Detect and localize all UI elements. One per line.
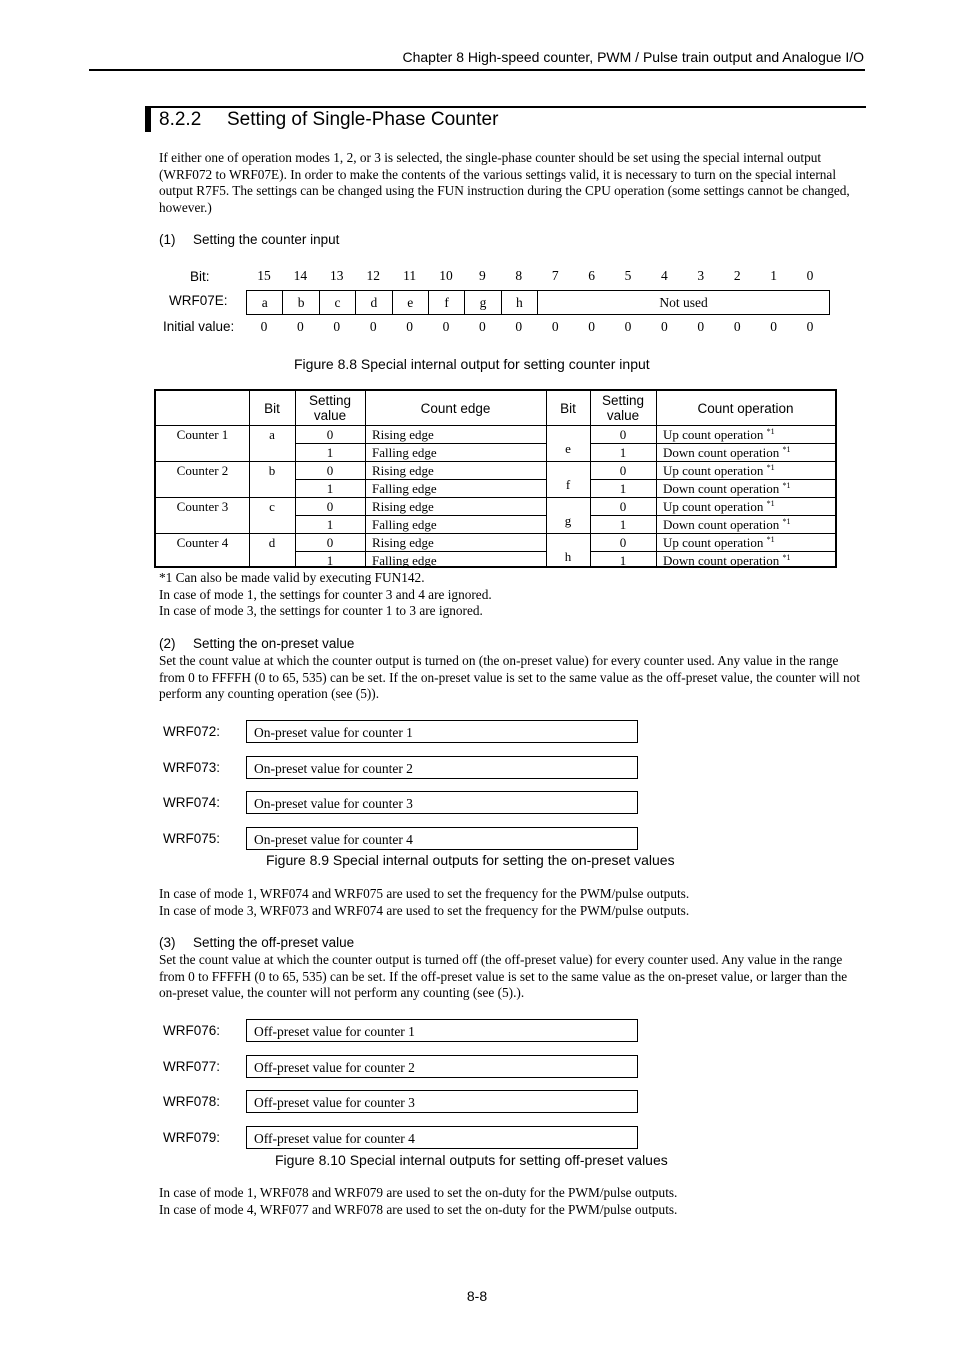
bit-number: 2	[733, 268, 741, 283]
section-intro: If either one of operation modes 1, 2, or 3 is selected, the single-phase counter should be set using the special internal output (WRF072 to WRF07E). In order to make the contents of the various settings valid, it is necessary to turn on the special internal output R7F5. The settings can be changed using the FUN instruction during the CPU operation (some settings cannot be changed, however.)	[159, 150, 850, 215]
initial-value: 0	[661, 319, 668, 334]
count-operation	[663, 445, 833, 461]
bit-number: 5	[624, 268, 632, 283]
figure-8-9-caption: Figure 8.9 Special internal outputs for setting the on-preset values	[266, 852, 675, 868]
count-operation	[663, 535, 833, 551]
sub2-note-1: In case of mode 1, WRF074 and WRF075 are used to set the frequency for the PWM/pulse outputs.	[159, 886, 690, 901]
count-edge: Falling edge	[372, 553, 437, 568]
count-edge: Rising edge	[372, 463, 434, 478]
sub1-title: Setting the counter input	[193, 232, 340, 247]
sub1-heading	[159, 232, 339, 247]
initial-value: 0	[697, 319, 705, 334]
page-number: 8-8	[466, 1288, 488, 1304]
bit-cell-f: f	[429, 291, 465, 314]
wrf078-label: WRF078:	[163, 1094, 221, 1109]
count-operation	[663, 517, 833, 533]
count-operation	[663, 463, 833, 479]
counter-name: Counter 2	[176, 463, 229, 478]
setting-value: 0	[326, 535, 334, 550]
bit-number: 1	[770, 268, 777, 283]
initial-value-label: Initial value:	[163, 319, 235, 334]
counter-bit: c	[269, 499, 275, 514]
bit-cell-e: e	[393, 291, 429, 314]
bit-number: 13	[330, 268, 344, 283]
setting-value: 0	[326, 427, 334, 442]
counter-name: Counter 3	[176, 499, 229, 514]
initial-value: 0	[333, 319, 341, 334]
figure-8-8-caption: Figure 8.8 Special internal output for setting counter input	[294, 356, 650, 372]
setting-value: 1	[326, 553, 334, 568]
th-bit-2: Bit	[560, 401, 576, 416]
wrf075-label: WRF075:	[163, 831, 221, 846]
count-operation-text: Up count operation	[663, 427, 764, 442]
setting-value: 0	[326, 463, 334, 478]
op-setting-value: 1	[619, 553, 627, 568]
footnote-marker: *1	[766, 427, 775, 436]
count-operation-text: Down count operation	[663, 445, 780, 460]
wrf072-label: WRF072:	[163, 724, 221, 739]
sub3-note-1: In case of mode 1, WRF078 and WRF079 are used to set the on-duty for the PWM/pulse outputs.	[159, 1185, 678, 1200]
footnote-marker: *1	[782, 517, 791, 526]
count-edge: Rising edge	[372, 427, 434, 442]
footnote-marker: *1	[766, 499, 775, 508]
bit-number: 3	[697, 268, 705, 283]
bit-cell-g: g	[465, 291, 501, 314]
sub3-heading	[159, 935, 354, 950]
footnote-marker: *1	[782, 553, 791, 562]
initial-value: 0	[260, 319, 268, 334]
bit-label: Bit:	[190, 269, 210, 284]
wrf075-box: On-preset value for counter 4	[246, 827, 638, 850]
figure-8-10-caption: Figure 8.10 Special internal outputs for setting off-preset values	[275, 1152, 668, 1168]
operation-bit: h	[564, 549, 572, 564]
op-setting-value: 0	[619, 535, 627, 550]
sub3-text: Set the count value at which the counter output is turned off (the off-preset value) for every counter used. Any value in the range from 0 to FFFFH (0 to 65, 535) can be set. If the off-preset value is set to the same value as the on-preset value, or larger than the on-preset value, the counter will not perform any counting (see (5).).	[159, 952, 848, 1001]
wrf076-label: WRF076:	[163, 1023, 221, 1038]
th-setting-value: Setting value	[308, 393, 352, 423]
wrf07e-register	[246, 290, 830, 315]
initial-value: 0	[406, 319, 413, 334]
initial-value: 0	[297, 319, 304, 334]
th-setting-value-2: Setting value	[601, 393, 645, 423]
sub2-text: Set the count value at which the counter output is turned on (the on-preset value) for every counter used. Any value in the range from 0 to FFFFH (0 to 65, 535) can be set. If the on-preset value is set to the same value as the off-preset value, the counter will not perform any counting operation (see (5)).	[159, 653, 860, 702]
th-count-operation: Count operation	[697, 401, 794, 416]
count-operation-text: Up count operation	[663, 463, 764, 478]
op-setting-value: 0	[619, 427, 627, 442]
initial-value: 0	[479, 319, 486, 334]
op-setting-value: 1	[619, 445, 627, 460]
bit-number: 4	[661, 268, 668, 283]
initial-value: 0	[369, 319, 377, 334]
count-operation	[663, 427, 833, 443]
sub2-number: (2)	[159, 636, 176, 651]
bit-number: 9	[479, 268, 486, 283]
bit-number: 0	[806, 268, 814, 283]
count-operation-text: Down count operation	[663, 553, 780, 568]
wrf073-box: On-preset value for counter 2	[246, 756, 638, 779]
sub3-title: Setting the off-preset value	[193, 935, 355, 950]
section-title-text: Setting of Single-Phase Counter	[227, 109, 499, 130]
initial-value: 0	[770, 319, 777, 334]
counter-bit: b	[268, 463, 276, 478]
wrf079-box: Off-preset value for counter 4	[246, 1126, 638, 1149]
bit-number: 14	[293, 268, 308, 283]
bit-cell-a: a	[247, 291, 283, 314]
header-rule	[89, 69, 865, 71]
setting-value: 0	[326, 499, 334, 514]
sub3-number: (3)	[159, 935, 176, 950]
sub3-note-2: In case of mode 4, WRF077 and WRF078 are used to set the on-duty for the PWM/pulse outputs.	[159, 1202, 678, 1217]
bit-cell-b: b	[283, 291, 319, 314]
bit-number: 11	[403, 268, 417, 283]
bit-cell-h: h	[502, 291, 538, 314]
op-setting-value: 0	[619, 499, 627, 514]
bit-number: 8	[515, 268, 523, 283]
count-operation	[663, 499, 833, 515]
sub1-number: (1)	[159, 232, 176, 247]
bit-cell-c: c	[320, 291, 356, 314]
bit-number: 15	[257, 268, 271, 283]
count-operation-text: Down count operation	[663, 517, 780, 532]
bit-number: 7	[551, 268, 559, 283]
footnote-marker: *1	[782, 481, 791, 490]
count-operation-text: Up count operation	[663, 499, 764, 514]
sub2-note-2: In case of mode 3, WRF073 and WRF074 are used to set the frequency for the PWM/pulse outputs.	[159, 903, 690, 918]
counter-bit: d	[268, 535, 276, 550]
initial-value-row	[0, 319, 954, 337]
section-title	[159, 109, 498, 131]
chapter-header: Chapter 8 High-speed counter, PWM / Pulse train output and Analogue I/O	[402, 49, 864, 65]
bit-cell-d: d	[356, 291, 392, 314]
count-operation-text: Down count operation	[663, 481, 780, 496]
section-bar	[145, 107, 151, 132]
footnote-marker: *1	[766, 535, 775, 544]
count-operation	[663, 481, 833, 497]
wrf074-label: WRF074:	[163, 795, 221, 810]
op-setting-value: 1	[619, 517, 627, 532]
count-operation	[663, 553, 833, 569]
register-label: WRF07E:	[169, 293, 228, 308]
counter-settings-table	[154, 389, 837, 568]
wrf077-label: WRF077:	[163, 1059, 221, 1074]
initial-value: 0	[806, 319, 814, 334]
sub2-heading	[159, 636, 354, 651]
count-operation-text: Up count operation	[663, 535, 764, 550]
initial-value: 0	[515, 319, 523, 334]
setting-value: 1	[326, 445, 334, 460]
count-edge: Falling edge	[372, 445, 437, 460]
operation-bit: f	[565, 477, 571, 492]
table-note-2: In case of mode 1, the settings for counter 3 and 4 are ignored.	[159, 587, 492, 602]
wrf079-label: WRF079:	[163, 1130, 221, 1145]
counter-name: Counter 1	[176, 427, 229, 442]
wrf078-box: Off-preset value for counter 3	[246, 1090, 638, 1113]
table-note-1: *1 Can also be made valid by executing FUN142.	[159, 570, 425, 585]
sub2-title: Setting the on-preset value	[193, 636, 355, 651]
setting-value: 1	[326, 517, 334, 532]
wrf072-box: On-preset value for counter 1	[246, 720, 638, 743]
setting-value: 1	[326, 481, 334, 496]
initial-value: 0	[624, 319, 632, 334]
bit-number: 10	[439, 268, 453, 283]
bit-number: 12	[366, 268, 380, 283]
initial-value: 0	[588, 319, 595, 334]
section-number: 8.2.2	[159, 109, 202, 130]
op-setting-value: 0	[619, 463, 627, 478]
th-count-edge: Count edge	[420, 401, 491, 416]
count-edge: Rising edge	[372, 535, 434, 550]
counter-name: Counter 4	[176, 535, 229, 550]
operation-bit: g	[564, 513, 572, 528]
counter-bit: a	[269, 427, 275, 442]
wrf076-box: Off-preset value for counter 1	[246, 1019, 638, 1042]
initial-value: 0	[733, 319, 741, 334]
wrf074-box: On-preset value for counter 3	[246, 791, 638, 814]
footnote-marker: *1	[766, 463, 775, 472]
bit-number: 6	[588, 268, 595, 283]
count-edge: Falling edge	[372, 481, 437, 496]
section-rule	[145, 106, 866, 108]
count-edge: Rising edge	[372, 499, 434, 514]
initial-value: 0	[551, 319, 559, 334]
op-setting-value: 1	[619, 481, 627, 496]
bit-number-row	[0, 268, 954, 286]
bit-cell-not-used: Not used	[659, 295, 708, 310]
th-bit: Bit	[264, 401, 280, 416]
count-edge: Falling edge	[372, 517, 437, 532]
initial-value: 0	[442, 319, 450, 334]
wrf077-box: Off-preset value for counter 2	[246, 1055, 638, 1078]
wrf073-label: WRF073:	[163, 760, 221, 775]
footnote-marker: *1	[782, 445, 791, 454]
operation-bit: e	[565, 441, 571, 456]
table-note-3: In case of mode 3, the settings for counter 1 to 3 are ignored.	[159, 603, 483, 618]
